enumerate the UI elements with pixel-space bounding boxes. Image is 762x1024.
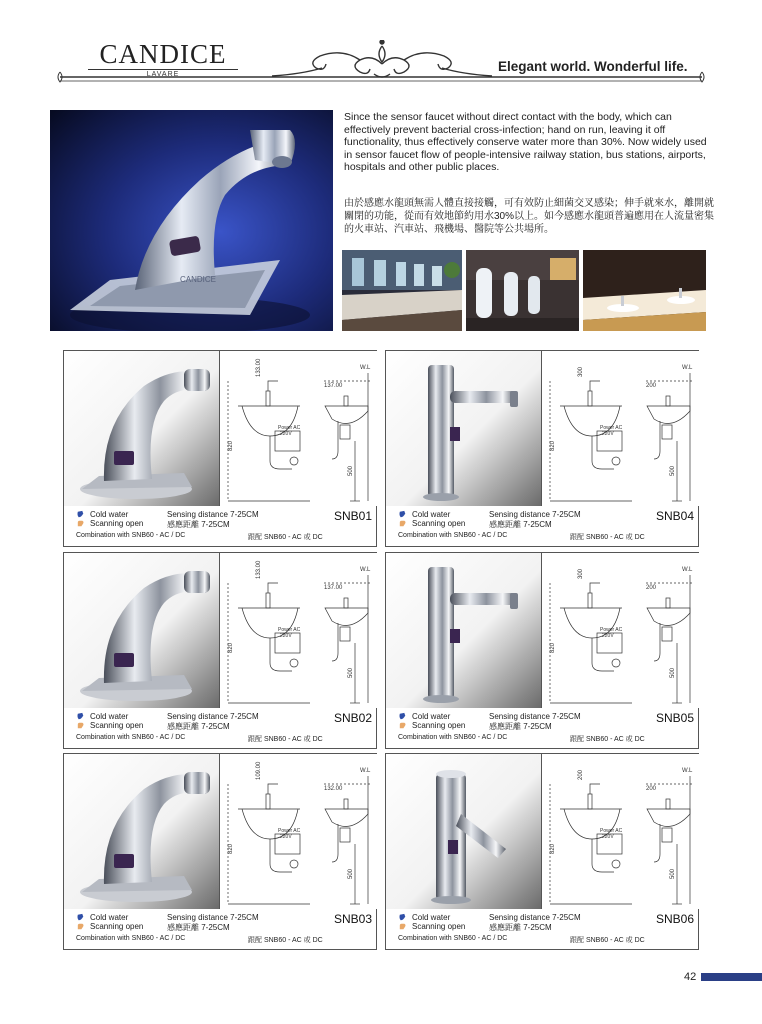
cold-water-label: Cold water <box>412 913 451 922</box>
photo-washbasin-counter <box>583 250 706 331</box>
voltage-label: 220V <box>280 431 292 437</box>
sensing-distance: Sensing distance 7-25CM <box>167 510 259 519</box>
hand-scan-icon <box>76 721 85 730</box>
water-level-label: W.L <box>360 365 371 371</box>
water-level-label: W.L <box>682 768 693 774</box>
dim-projection: 137.00 <box>324 585 343 591</box>
dim-spout-height: 133.00 <box>256 358 262 377</box>
water-level-label: W.L <box>360 768 371 774</box>
product-spec <box>386 909 698 949</box>
product-card <box>63 753 377 950</box>
hand-scan-icon <box>398 721 407 730</box>
dim-floor-height: 820 <box>550 843 556 854</box>
dim-spout-height: 133.00 <box>256 560 262 579</box>
intro-chinese: 由於感應水龍頭無需人體直接接觸，可有效防止細菌交叉感染；伸手就來水，離開就關閉的功能，從而有效地節約用水30%以上。如今感應水龍頭普遍應用在人流量密集的火車站、汽車站、飛機場、醫院等公共場所。 <box>344 198 715 235</box>
water-level-label: W.L <box>682 365 693 371</box>
cold-water-icon <box>398 913 407 922</box>
combination-note: Combination with SNB60 - AC / DC <box>398 734 508 741</box>
product-photo <box>64 553 219 708</box>
water-level-label: W.L <box>360 567 371 573</box>
dim-projection: 200 <box>646 585 657 591</box>
sensing-distance: Sensing distance 7-25CM <box>489 712 581 721</box>
installation-diagram <box>541 351 699 506</box>
dim-pipe-height: 500 <box>348 465 354 476</box>
model-number: SNB01 <box>333 509 372 523</box>
sensing-distance: Sensing distance 7-25CM <box>167 712 259 721</box>
product-spec <box>64 909 376 949</box>
dim-floor-height: 820 <box>228 843 234 854</box>
sensing-distance-zh: 感應距離 7-25CM <box>167 923 230 932</box>
cold-water-icon <box>398 510 407 519</box>
combination-note: Combination with SNB60 - AC / DC <box>76 935 186 942</box>
voltage-label: 220V <box>602 431 614 437</box>
photo-restroom-vanity <box>342 250 462 331</box>
cold-water-icon <box>76 913 85 922</box>
scan-open-label: Scanning open <box>412 721 466 730</box>
page-number: 42 <box>684 971 697 983</box>
dim-floor-height: 820 <box>228 440 234 451</box>
scan-open-label: Scanning open <box>90 519 144 528</box>
hero-logo-text: CANDICE <box>180 275 217 284</box>
water-level-label: W.L <box>682 567 693 573</box>
combination-note-zh: 跟配 SNB60 - AC 或 DC <box>248 937 323 944</box>
power-label: Power AC <box>600 828 623 834</box>
model-number: SNB06 <box>655 912 694 926</box>
cold-water-label: Cold water <box>90 712 129 721</box>
combination-note: Combination with SNB60 - AC / DC <box>398 532 508 539</box>
cold-water-icon <box>76 510 85 519</box>
power-label: Power AC <box>600 425 623 431</box>
product-card <box>385 552 699 749</box>
brand-subtitle: LAVARE <box>88 69 238 78</box>
installation-diagram <box>541 553 699 708</box>
voltage-label: 220V <box>602 834 614 840</box>
cold-water-label: Cold water <box>412 712 451 721</box>
product-photo <box>386 553 541 708</box>
product-card <box>385 350 699 547</box>
dim-projection: 132.00 <box>324 786 343 792</box>
brand-name: CANDICE <box>99 39 227 69</box>
scan-open-label: Scanning open <box>90 922 144 931</box>
sensing-distance: Sensing distance 7-25CM <box>489 913 581 922</box>
power-label: Power AC <box>600 627 623 633</box>
dim-spout-height: 109.00 <box>256 761 262 780</box>
dim-floor-height: 820 <box>228 642 234 653</box>
power-label: Power AC <box>278 828 301 834</box>
sensing-distance: Sensing distance 7-25CM <box>167 913 259 922</box>
photo-urinals <box>466 250 579 331</box>
product-card <box>385 753 699 950</box>
combination-note-zh: 跟配 SNB60 - AC 或 DC <box>248 534 323 541</box>
dim-spout-height: 300 <box>578 366 584 377</box>
combination-note-zh: 跟配 SNB60 - AC 或 DC <box>570 736 645 743</box>
voltage-label: 220V <box>280 633 292 639</box>
dim-pipe-height: 500 <box>670 465 676 476</box>
product-spec <box>386 708 698 748</box>
cold-water-label: Cold water <box>90 510 129 519</box>
installation-diagram <box>219 553 377 708</box>
combination-note-zh: 跟配 SNB60 - AC 或 DC <box>570 937 645 944</box>
combination-note-zh: 跟配 SNB60 - AC 或 DC <box>570 534 645 541</box>
combination-note: Combination with SNB60 - AC / DC <box>76 734 186 741</box>
model-number: SNB04 <box>655 509 694 523</box>
product-photo <box>386 754 541 909</box>
dim-projection: 200 <box>646 383 657 389</box>
hero-faucet-photo <box>50 110 333 331</box>
dim-spout-height: 200 <box>578 769 584 780</box>
product-photo <box>386 351 541 506</box>
product-spec <box>64 708 376 748</box>
dim-pipe-height: 500 <box>348 868 354 879</box>
hand-scan-icon <box>398 922 407 931</box>
installation-diagram <box>219 754 377 909</box>
product-photo <box>64 754 219 909</box>
dim-floor-height: 820 <box>550 642 556 653</box>
dim-projection: 137.00 <box>324 383 343 389</box>
sensing-distance: Sensing distance 7-25CM <box>489 510 581 519</box>
power-label: Power AC <box>278 425 301 431</box>
sensing-distance-zh: 感應距離 7-25CM <box>489 722 552 731</box>
hand-scan-icon <box>76 519 85 528</box>
combination-note: Combination with SNB60 - AC / DC <box>76 532 186 539</box>
tagline: Elegant world. Wonderful life. <box>498 59 688 74</box>
cold-water-icon <box>76 712 85 721</box>
scan-open-label: Scanning open <box>90 721 144 730</box>
dim-floor-height: 820 <box>550 440 556 451</box>
power-label: Power AC <box>278 627 301 633</box>
dim-pipe-height: 500 <box>670 868 676 879</box>
sensing-distance-zh: 感應距離 7-25CM <box>167 520 230 529</box>
combination-note: Combination with SNB60 - AC / DC <box>398 935 508 942</box>
hand-scan-icon <box>398 519 407 528</box>
brand-logo <box>88 40 238 78</box>
product-card <box>63 350 377 547</box>
scan-open-label: Scanning open <box>412 922 466 931</box>
product-spec <box>386 506 698 546</box>
product-photo <box>64 351 219 506</box>
combination-note-zh: 跟配 SNB60 - AC 或 DC <box>248 736 323 743</box>
sensing-distance-zh: 感應距離 7-25CM <box>489 923 552 932</box>
dim-projection: 200 <box>646 786 657 792</box>
dim-pipe-height: 500 <box>348 667 354 678</box>
installation-diagram <box>541 754 699 909</box>
page-accent-bar <box>701 973 762 981</box>
voltage-label: 220V <box>280 834 292 840</box>
intro-english: Since the sensor faucet without direct contact with the body, which can effectively prevent bacterial cross-infection; hand on run, leaving it off functionality, thus effectively conserve water more than 30%. Now widely used in sensor faucet flow of people-intensive railway station, bus stations, airports, hospitals and other public places. <box>344 111 707 174</box>
model-number: SNB05 <box>655 711 694 725</box>
cold-water-label: Cold water <box>90 913 129 922</box>
dim-spout-height: 300 <box>578 568 584 579</box>
cold-water-icon <box>398 712 407 721</box>
dim-pipe-height: 500 <box>670 667 676 678</box>
scan-open-label: Scanning open <box>412 519 466 528</box>
voltage-label: 220V <box>602 633 614 639</box>
model-number: SNB02 <box>333 711 372 725</box>
model-number: SNB03 <box>333 912 372 926</box>
installation-diagram <box>219 351 377 506</box>
hand-scan-icon <box>76 922 85 931</box>
product-card <box>63 552 377 749</box>
sensing-distance-zh: 感應距離 7-25CM <box>489 520 552 529</box>
product-spec <box>64 506 376 546</box>
cold-water-label: Cold water <box>412 510 451 519</box>
sensing-distance-zh: 感應距離 7-25CM <box>167 722 230 731</box>
